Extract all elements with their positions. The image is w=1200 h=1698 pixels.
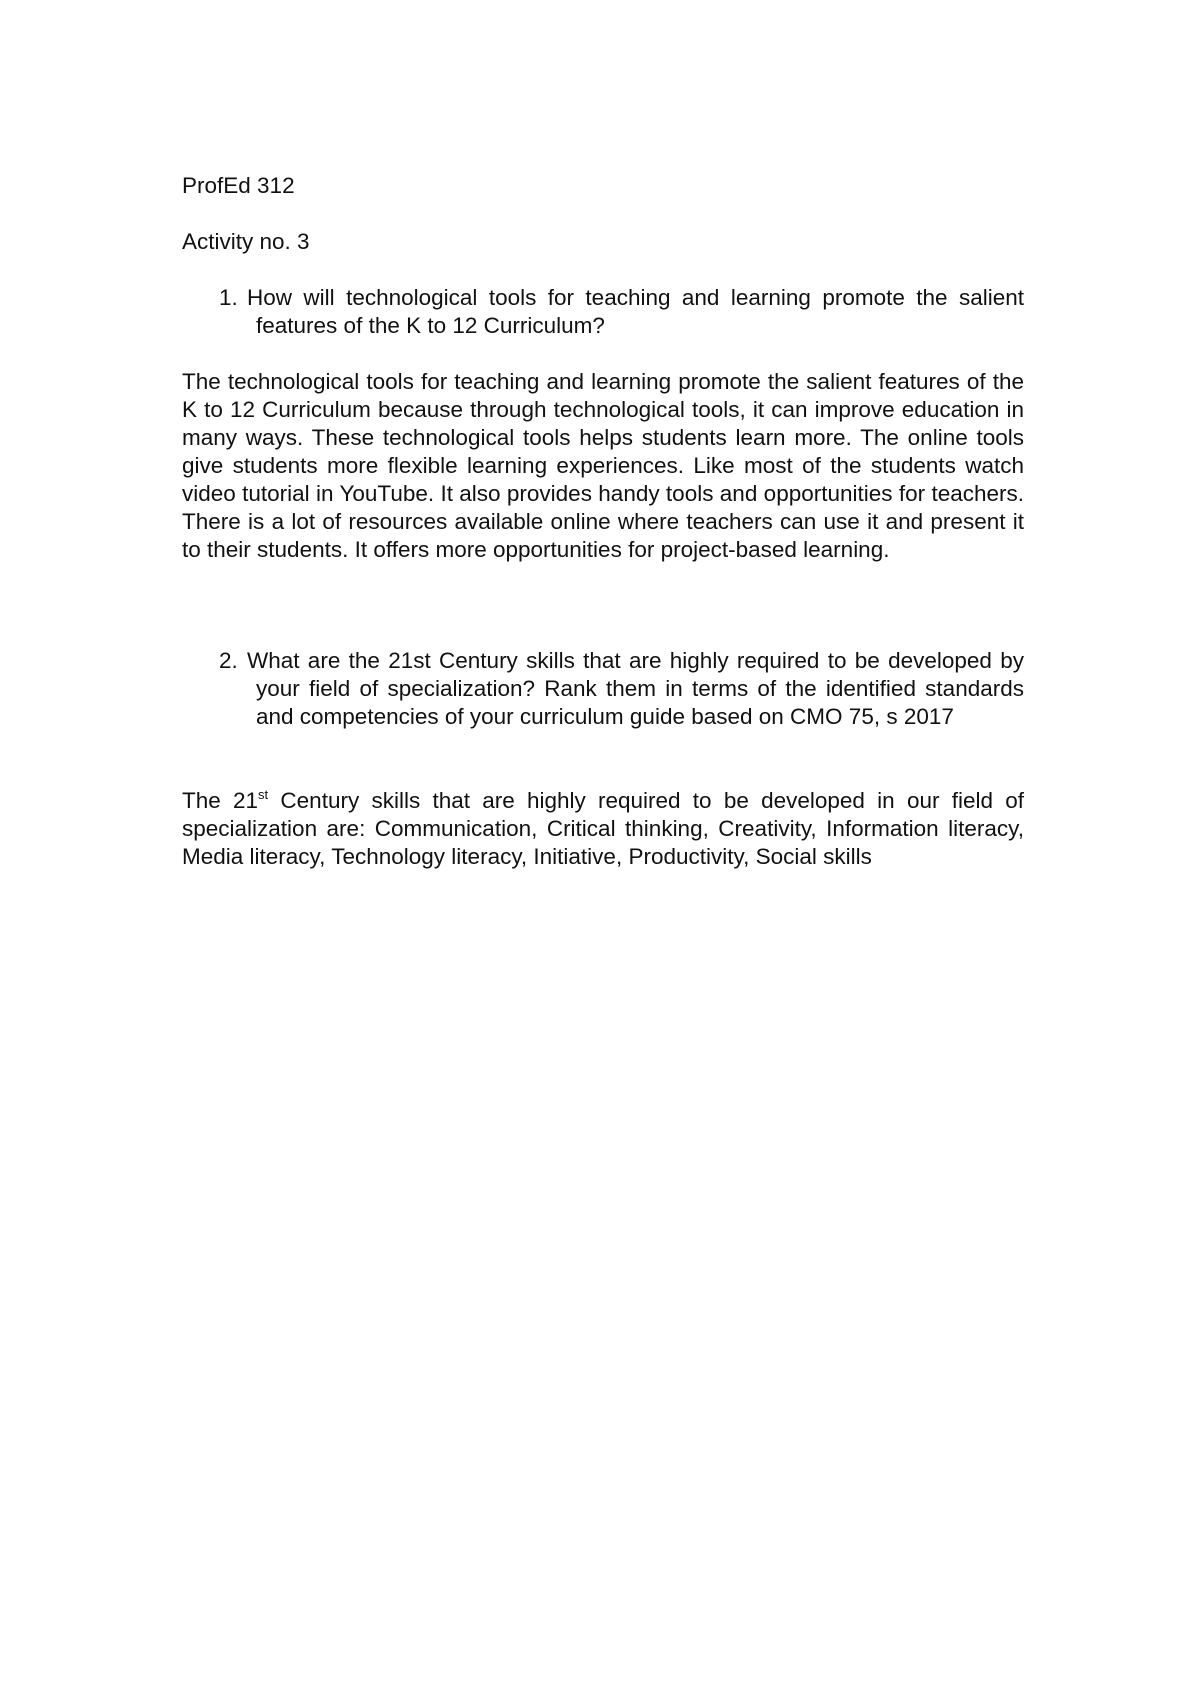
question-1 (182, 284, 1024, 340)
question-number: 1. (219, 285, 238, 310)
answer-1: The technological tools for teaching and learning promote the salient features of the K to 12 Curriculum because through technological tools, it can improve education in many ways. These technological tools helps students learn more. The online tools give students more flexible learning experiences. Like most of the students watch video tutorial in YouTube. It also provides handy tools and opportunities for teachers. There is a lot of resources available online where teachers can use it and present it to their students. It offers more opportunities for project-based learning. (182, 369, 1024, 562)
answer-2-prefix: The 21 (182, 788, 259, 813)
document-content (182, 172, 1024, 871)
activity-title: Activity no. 3 (182, 229, 310, 254)
question-text: How will technological tools for teaching and learning promote the salient features of the K to 12 Curriculum? (247, 285, 1024, 338)
course-code: ProfEd 312 (182, 173, 295, 198)
answer-2-superscript: st (258, 787, 269, 802)
answer-2 (182, 787, 1024, 871)
answer-2-rest: Century skills that are highly required to be developed in our field of specialization are: Communication, Critical thinking, Creativity, Information literacy, Media literacy, Technology literacy, Initiative, Productivity, Social skills (182, 788, 1024, 869)
question-text: What are the 21st Century skills that are highly required to be developed by your field of specialization? Rank them in terms of the identified standards and competencies of your curriculum guide based on CMO 75, s 2017 (247, 648, 1024, 729)
question-number: 2. (219, 648, 238, 673)
question-2 (182, 647, 1024, 731)
